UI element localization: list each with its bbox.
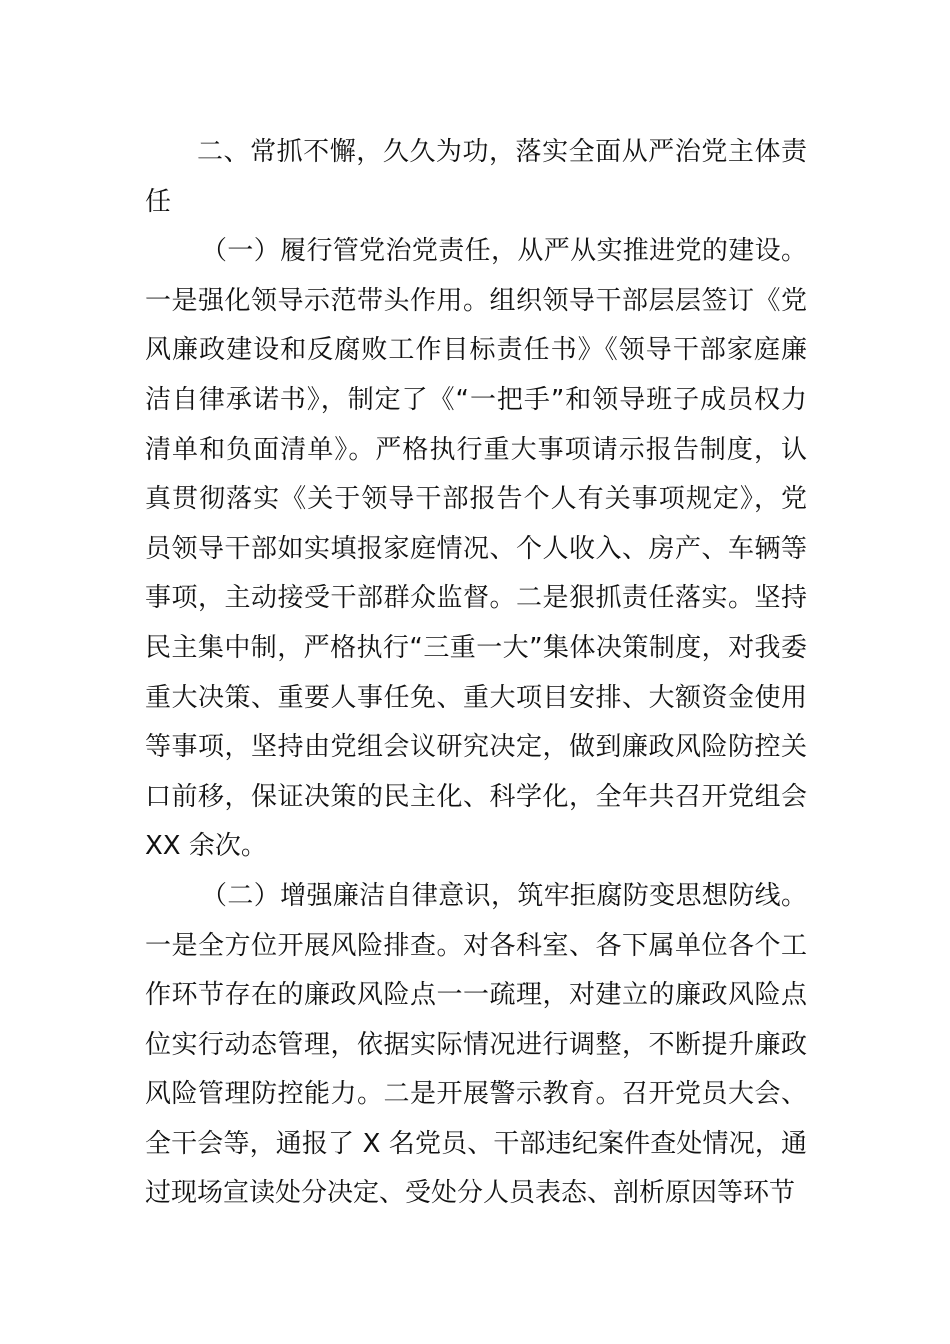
paragraph-2: （二）增强廉洁自律意识，筑牢拒腐防变思想防线。一是全方位开展风险排查。对各科室、各下属单位各个工作环节存在的廉政风险点一一疏理，对建立的廉政风险点位实行动态管理，依据实际情况进行调整，不断提升廉政风险管理防控能力。二是开展警示教育。召开党员大会、全干会等，通报了 X 名党员、干部违纪案件查处情况，通过现场宣读处分决定、受处分人员表态、剖析原因等环节 (145, 880, 807, 1209)
paragraph-1: （一）履行管党治党责任，从严从实推进党的建设。一是强化领导示范带头作用。组织领导干部层层签订《党风廉政建设和反腐败工作目标责任书》《领导干部家庭廉洁自律承诺书》，制定了《“一把手”和领导班子成员权力清单和负面清单》。严格执行重大事项请示报告制度，认真贯彻落实《关于领导干部报告个人有关事项规定》，党员领导干部如实填报家庭情况、个人收入、房产、车辆等事项，主动接受干部群众监督。二是狠抓责任落实。坚持民主集中制，严格执行“三重一大”集体决策制度，对我委重大决策、重要人事任免、重大项目安排、大额资金使用等事项，坚持由党组会议研究决定，做到廉政风险防控关口前移，保证决策的民主化、科学化，全年共召开党组会 XX 余次。 (145, 236, 807, 862)
document-body (145, 128, 807, 1219)
section-heading: 二、常抓不懈，久久为功，落实全面从严治党主体责任 (145, 137, 807, 217)
